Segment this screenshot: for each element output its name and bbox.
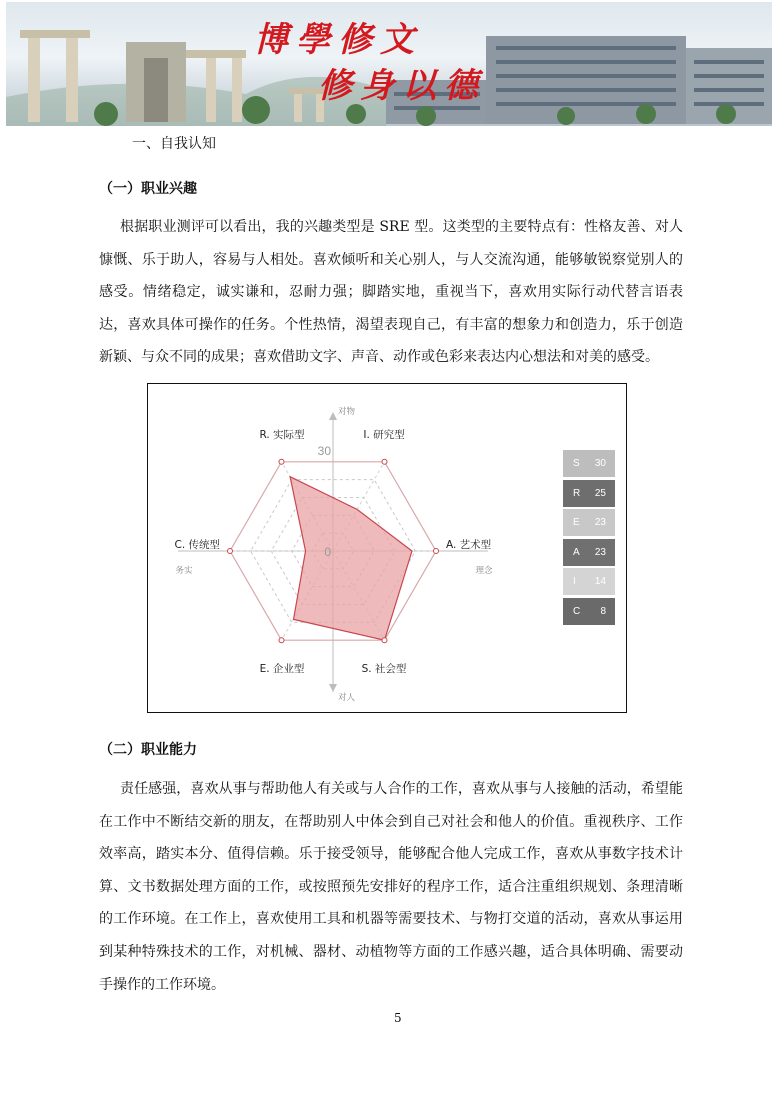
section-heading: 一、自我认知 (132, 136, 216, 152)
scale-label-zero: 0 (324, 545, 331, 559)
scale-label-max: 30 (317, 444, 331, 458)
legend-row-E (563, 509, 615, 536)
axis-label-C: C. 传统型 (174, 539, 220, 551)
legend-row-I (563, 568, 615, 595)
interest-radar-chart (147, 383, 627, 713)
vertex-marker-R (279, 459, 284, 464)
legend-row-R (563, 480, 615, 507)
vertex-marker-E (279, 638, 284, 643)
vertex-marker-I (382, 459, 387, 464)
axis-arrow-bottom (329, 684, 337, 692)
legend-row-A (563, 539, 615, 566)
legend-value: 14 (594, 576, 606, 587)
legend-value: 23 (594, 517, 606, 528)
legend-key: A (573, 546, 580, 558)
vertex-marker-S (382, 638, 387, 643)
ability-paragraph: 责任感强，喜欢从事与帮助他人有关或与人合作的工作，喜欢从事与人接触的活动，希望能在工作中不断结交新的朋友，在帮助别人中体会到自己对社会和他人的价值。重视秩序、工作效率高，踏实本分、值得信赖。乐于接受领导，能够配合他人完成工作，喜欢从事数字技术计算、文书数据处理方面的工作，或按照预先安排好的程序工作，适合注重组织规划、条理清晰的工作环境。在工作上，喜欢使用工具和机器等需要技术、与物打交道的活动，喜欢从事运用到某种特殊技术的工作，对机械、器材、动植物等方面的工作感兴趣，适合具体明确、需要动手操作的工作环境。 (99, 781, 683, 993)
banner-motto-2: 修身以德 (318, 66, 486, 106)
legend-value: 25 (594, 487, 606, 499)
vertex-marker-A (434, 549, 439, 554)
axis-label-S: S. 社会型 (361, 663, 407, 675)
interest-paragraph: 根据职业测评可以看出，我的兴趣类型是 SRE 型。这类型的主要特点有：性格友善、对人慷慨、乐于助人，容易与人相处。喜欢倾听和关心别人，与人交流沟通，能够敏锐察觉别人的感受。情绪稳定，诚实谦和，忍耐力强；脚踏实地，重视当下，喜欢用实际行动代替言语表达，喜欢具体可操作的任务。个性热情，渴望表现自己，有丰富的想象力和创造力，乐于创造新颖、与众不同的成果；喜欢借助文字、声音、动作或色彩来表达内心想法和对美的感受。 (99, 219, 683, 366)
header-banner (6, 2, 772, 126)
data-area (290, 477, 412, 641)
page-number: 5 (394, 1011, 402, 1025)
axis-label-E: E. 企业型 (259, 663, 305, 675)
legend-key: E (573, 517, 580, 528)
legend-key: R (573, 487, 581, 499)
interest-heading: （一）职业兴趣 (99, 181, 197, 197)
axis-label-I: I. 研究型 (363, 429, 405, 441)
legend-value: 23 (594, 546, 606, 558)
direction-label-left: 务实 (175, 566, 193, 576)
legend-key: S (573, 458, 580, 469)
legend-key: I (573, 576, 576, 587)
axis-arrow-top (329, 412, 337, 420)
banner-motto-1: 博學修文 (254, 20, 422, 60)
direction-label-top: 对物 (338, 407, 356, 417)
legend-key: C (573, 605, 581, 617)
legend-row-S (563, 450, 615, 477)
axis-label-R: R. 实际型 (259, 429, 305, 441)
vertex-marker-C (228, 549, 233, 554)
direction-label-right: 理念 (475, 566, 493, 576)
direction-label-bottom: 对人 (338, 693, 356, 703)
ability-heading: （二）职业能力 (99, 742, 197, 758)
axis-label-A: A. 艺术型 (446, 539, 492, 551)
radar-svg (148, 384, 626, 712)
legend-value: 8 (600, 605, 606, 617)
legend-value: 30 (594, 458, 606, 469)
legend-row-C (563, 598, 615, 625)
